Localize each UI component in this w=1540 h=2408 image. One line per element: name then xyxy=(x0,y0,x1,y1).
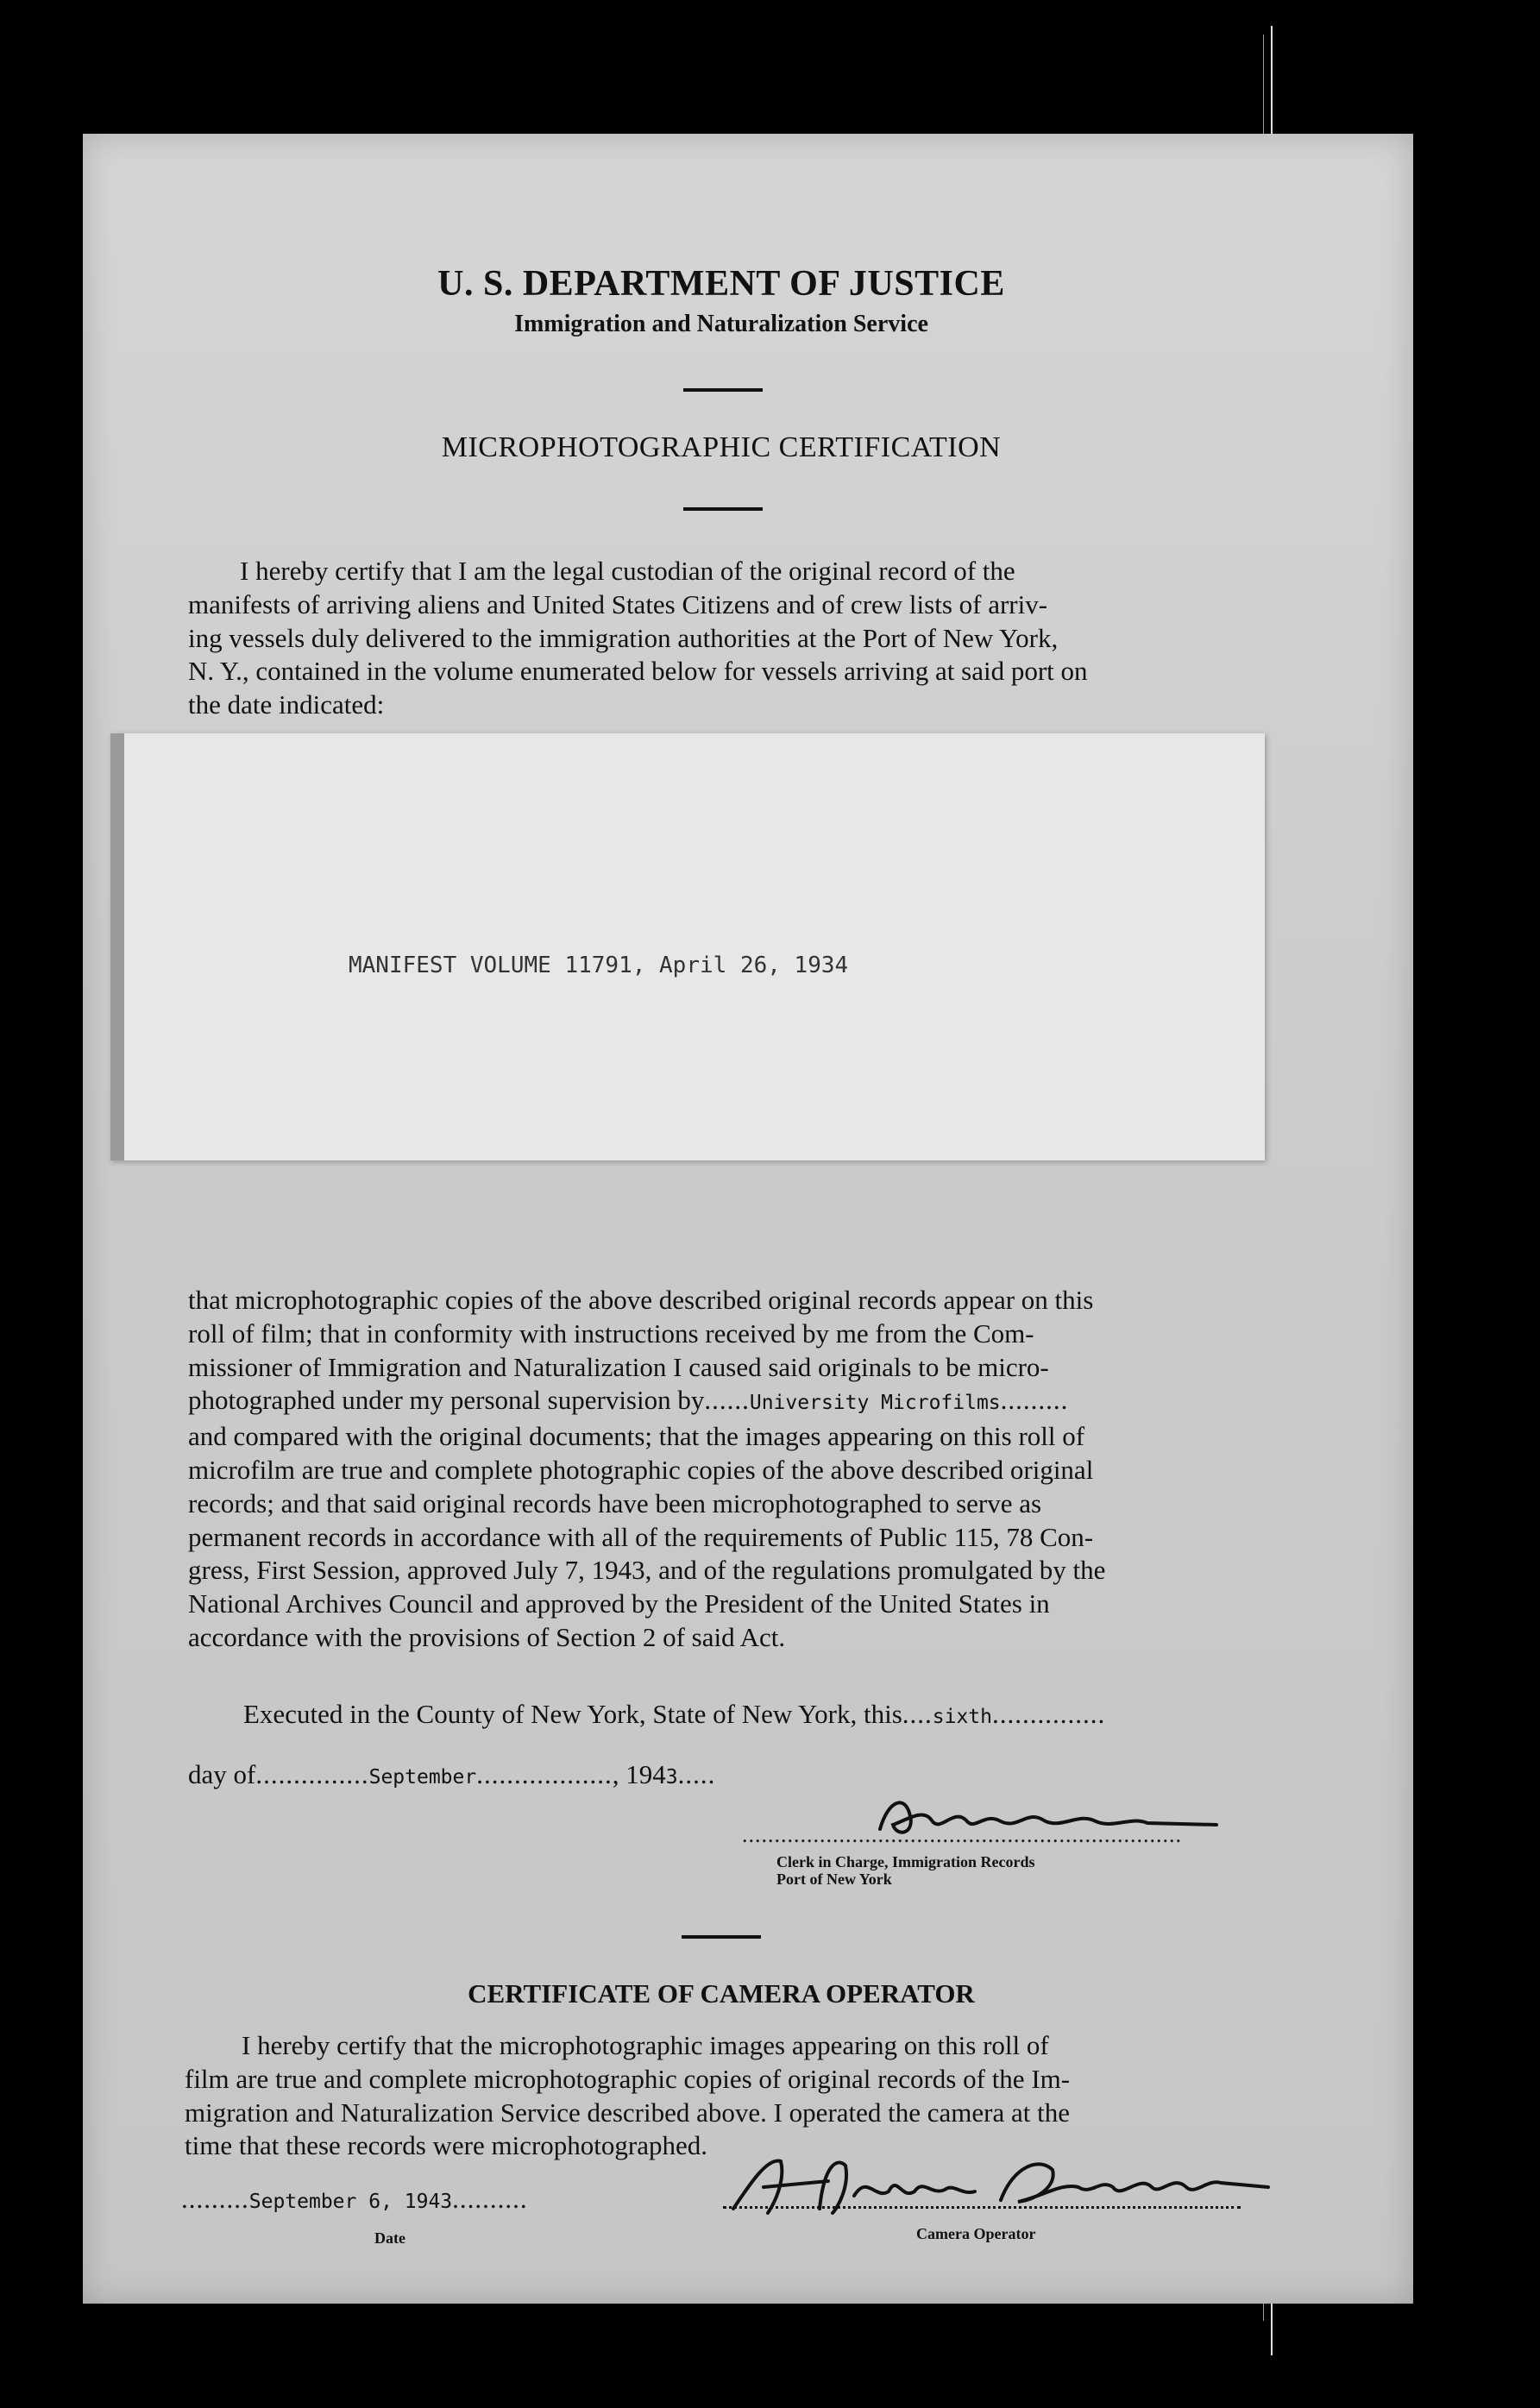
statement-line: the date indicated: xyxy=(188,689,385,720)
year-prefix: , 194 xyxy=(612,1759,666,1789)
statement-line: missioner of Immigration and Naturalization I caused said originals to be micro- xyxy=(188,1351,1049,1382)
clerk-title xyxy=(776,1853,1034,1888)
date-line: day of...............September.................., 1943..... xyxy=(188,1759,716,1789)
supervision-prefix: photographed under my personal supervision by xyxy=(188,1385,705,1416)
statement-line: I hereby certify that the microphotographic images appearing on this roll of xyxy=(242,2030,1049,2060)
statement-line: I hereby certify that I am the legal custodian of the original record of the xyxy=(240,556,1015,586)
department-heading: U. S. DEPARTMENT OF JUSTICE xyxy=(437,264,1005,304)
divider xyxy=(683,507,763,511)
camera-operator-signature-line xyxy=(723,2204,1241,2209)
statement-line: that microphotographic copies of the above described original records appear on this xyxy=(188,1285,1094,1315)
statement-line: roll of film; that in conformity with instructions received by me from the Com- xyxy=(188,1317,1034,1349)
camera-operator-label: Camera Operator xyxy=(916,2225,1036,2242)
supervision-line: photographed under my personal supervision by......University Microfilms......... xyxy=(188,1385,1069,1416)
microfilm-company-value: University Microfilms xyxy=(749,1392,1001,1415)
statement-line: accordance with the provisions of Section 2 of said Act. xyxy=(188,1621,786,1652)
divider xyxy=(682,1935,761,1939)
clerk-signature-line: .................................................................... xyxy=(742,1822,1182,1847)
date-label: Date xyxy=(374,2229,405,2247)
statement-line: migration and Naturalization Service described above. I operated the camera at the xyxy=(185,2097,1070,2128)
camera-statement xyxy=(185,2029,1260,2163)
volume-slip xyxy=(110,733,1265,1160)
execution-month-value: September xyxy=(368,1766,477,1789)
statement-line: and compared with the original documents; that the images appearing on this roll of xyxy=(188,1421,1085,1452)
statement-line: manifests of arriving aliens and United States Citizens and of crew lists of arriv- xyxy=(188,588,1048,619)
camera-certificate-heading: CERTIFICATE OF CAMERA OPERATOR xyxy=(468,1978,975,2009)
divider xyxy=(683,388,763,392)
service-subheading: Immigration and Naturalization Service xyxy=(514,311,928,337)
statement-line: time that these records were microphotographed. xyxy=(185,2130,707,2161)
year-suffix-value: 3 xyxy=(665,1766,678,1789)
statement-line: film are true and complete microphotographic copies of original records of the Im- xyxy=(185,2063,1071,2094)
manifest-volume-label: MANIFEST VOLUME 11791, April 26, 1934 xyxy=(349,953,849,978)
statement-line: records; and that said original records have been microphotographed to serve as xyxy=(188,1487,1042,1518)
statement-line: microfilm are true and complete photographic copies of the above described original xyxy=(188,1454,1094,1485)
certification-title: MICROPHOTOGRAPHIC CERTIFICATION xyxy=(441,431,1002,463)
custodian-statement xyxy=(188,555,1260,722)
statement-line: N. Y., contained in the volume enumerated below for vessels arriving at said port on xyxy=(188,656,1088,687)
statement-line: gress, First Session, approved July 7, 1943, and of the regulations promulgated by the xyxy=(188,1555,1106,1586)
execution-prefix: Executed in the County of New York, State of New York, this xyxy=(243,1699,902,1729)
statement-line: permanent records in accordance with all of the requirements of Public 115, 78 Con- xyxy=(188,1521,1094,1552)
execution-day-value: sixth xyxy=(932,1706,993,1728)
camera-date-value: September 6, 1943 xyxy=(248,2191,453,2213)
day-of-label: day of xyxy=(188,1759,256,1789)
camera-date-line: .........September 6, 1943.......... xyxy=(181,2184,528,2214)
clerk-title-line: Clerk in Charge, Immigration Records xyxy=(776,1853,1035,1870)
execution-line: Executed in the County of New York, State of New York, this....sixth............... xyxy=(243,1699,1106,1729)
statement-line: ing vessels duly delivered to the immigration authorities at the Port of New York, xyxy=(188,622,1059,653)
clerk-title-line: Port of New York xyxy=(776,1870,892,1888)
statement-line: National Archives Council and approved by the President of the United States in xyxy=(188,1588,1050,1619)
microfilm-statement xyxy=(188,1284,1260,1655)
